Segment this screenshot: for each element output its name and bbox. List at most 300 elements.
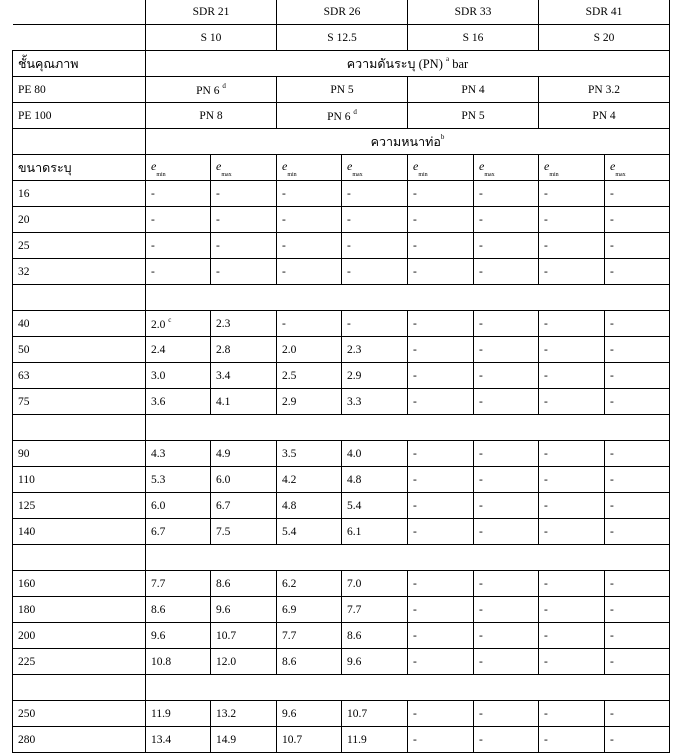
size-cell: 225 (13, 649, 146, 675)
value-cell (539, 649, 605, 675)
value-text: - (413, 213, 417, 226)
value-text: - (610, 707, 614, 720)
value-text: - (413, 629, 417, 642)
value-text: - (216, 213, 220, 226)
value-text: 5.3 (151, 473, 166, 486)
value-cell (342, 519, 408, 545)
pressure-header-row (13, 51, 670, 77)
value-text: - (544, 369, 548, 382)
value-text: 9.6 (151, 629, 166, 642)
e-header (474, 155, 539, 181)
value-cell (342, 363, 408, 389)
value-text: 3.5 (282, 447, 297, 460)
value-cell (474, 259, 539, 285)
value-cell (474, 493, 539, 519)
s-header: S 16 (408, 25, 539, 51)
value-text: - (413, 525, 417, 538)
size-cell: 125 (13, 493, 146, 519)
value-cell (146, 571, 211, 597)
value-note: c (168, 315, 172, 324)
value-text: 8.6 (282, 655, 297, 668)
value-cell (408, 649, 474, 675)
pn-value: PN 8 (199, 109, 223, 122)
value-cell (146, 623, 211, 649)
value-cell (146, 389, 211, 415)
value-cell (211, 597, 277, 623)
pn-value: PN 5 (461, 109, 485, 122)
value-text: - (282, 265, 286, 278)
value-cell (474, 571, 539, 597)
value-text: 14.9 (216, 733, 237, 746)
value-cell (211, 571, 277, 597)
value-text: - (479, 187, 483, 200)
s-header: S 10 (146, 25, 277, 51)
value-cell (474, 233, 539, 259)
sdr-header-row (13, 0, 670, 25)
value-cell (211, 519, 277, 545)
value-cell (408, 337, 474, 363)
spacer-row (13, 285, 670, 311)
value-text: 8.6 (347, 629, 362, 642)
value-text: - (544, 239, 548, 252)
value-text: 7.5 (216, 525, 231, 538)
value-text: - (479, 603, 483, 616)
value-cell (277, 389, 342, 415)
value-text: - (479, 655, 483, 668)
value-text: 10.7 (216, 629, 237, 642)
value-cell (342, 623, 408, 649)
value-cell (474, 181, 539, 207)
pn-value: PN 3.2 (588, 83, 620, 96)
value-text: - (151, 239, 155, 252)
table-body (13, 0, 670, 753)
value-cell (277, 441, 342, 467)
value-cell (342, 701, 408, 727)
value-text: - (479, 265, 483, 278)
value-cell (474, 519, 539, 545)
size-cell: 25 (13, 233, 146, 259)
value-cell (408, 311, 474, 337)
value-cell (474, 207, 539, 233)
value-cell (605, 311, 670, 337)
size-cell: 140 (13, 519, 146, 545)
value-text: - (479, 239, 483, 252)
table-row (13, 233, 670, 259)
value-text: - (479, 447, 483, 460)
table-row (13, 467, 670, 493)
value-text: 3.6 (151, 395, 166, 408)
e-symbol (610, 159, 626, 178)
value-cell (539, 337, 605, 363)
value-text: 2.9 (347, 369, 362, 382)
e-letter: e (413, 159, 419, 174)
value-cell (146, 259, 211, 285)
blank-cell (13, 129, 146, 155)
value-text: - (610, 603, 614, 616)
e-symbol (282, 159, 297, 178)
value-text: 13.4 (151, 733, 172, 746)
e-header (277, 155, 342, 181)
value-text: - (479, 473, 483, 486)
e-symbol (151, 159, 166, 178)
value-text: 5.4 (282, 525, 297, 538)
value-text: - (282, 213, 286, 226)
value-cell (146, 363, 211, 389)
value-text: 2.3 (347, 343, 362, 356)
table-row (13, 389, 670, 415)
size-cell: 200 (13, 623, 146, 649)
value-cell (211, 623, 277, 649)
value-text: - (610, 343, 614, 356)
table-row (13, 337, 670, 363)
value-cell (474, 389, 539, 415)
value-text: 2.0 (282, 343, 297, 356)
value-cell (342, 181, 408, 207)
value-text: - (544, 213, 548, 226)
value-cell (408, 597, 474, 623)
value-cell (539, 363, 605, 389)
value-text: 11.9 (347, 733, 367, 746)
e-letter: e (216, 159, 222, 174)
value-text: 10.8 (151, 655, 172, 668)
value-cell (211, 233, 277, 259)
e-subscript: max (615, 171, 626, 178)
e-subscript: min (156, 171, 166, 178)
value-text: 6.9 (282, 603, 297, 616)
value-text: - (610, 447, 614, 460)
value-text: - (544, 187, 548, 200)
value-cell (211, 649, 277, 675)
value-text: - (544, 525, 548, 538)
spacer-cell (13, 675, 146, 701)
value-text: - (479, 525, 483, 538)
size-cell: 75 (13, 389, 146, 415)
value-cell (539, 259, 605, 285)
sdr-header: SDR 21 (146, 0, 277, 25)
value-text: - (347, 239, 351, 252)
value-cell (211, 467, 277, 493)
size-cell: 160 (13, 571, 146, 597)
grade-name: PE 80 (13, 77, 146, 103)
size-cell: 110 (13, 467, 146, 493)
value-cell (277, 181, 342, 207)
size-cell: 280 (13, 727, 146, 753)
value-text: 9.6 (347, 655, 362, 668)
value-text: 7.7 (347, 603, 362, 616)
value-cell (342, 233, 408, 259)
value-text: - (479, 213, 483, 226)
value-text: - (479, 707, 483, 720)
value-cell (539, 701, 605, 727)
value-text: - (610, 187, 614, 200)
value-cell (277, 597, 342, 623)
value-text: - (544, 343, 548, 356)
pn-value: PN 4 (592, 109, 616, 122)
value-text: 6.7 (151, 525, 166, 538)
value-cell (539, 597, 605, 623)
size-cell: 32 (13, 259, 146, 285)
value-text: - (610, 239, 614, 252)
grade-label: ชั้นคุณภาพ (13, 51, 146, 77)
value-cell (539, 311, 605, 337)
grade-row (13, 77, 670, 103)
value-text: - (479, 317, 483, 330)
value-cell (211, 207, 277, 233)
value-text: - (479, 629, 483, 642)
value-text: 2.4 (151, 343, 166, 356)
value-text: - (347, 317, 351, 330)
pn-cell (539, 77, 670, 103)
value-cell (211, 493, 277, 519)
value-cell (146, 337, 211, 363)
value-cell (342, 389, 408, 415)
spacer-row (13, 675, 670, 701)
value-cell (605, 259, 670, 285)
pn-cell (277, 77, 408, 103)
value-cell (539, 441, 605, 467)
value-text: 4.2 (282, 473, 297, 486)
value-cell (605, 337, 670, 363)
spacer-row (13, 545, 670, 571)
value-cell (146, 311, 211, 337)
table-row (13, 363, 670, 389)
value-text: - (413, 473, 417, 486)
pn-cell (277, 103, 408, 129)
value-text: - (413, 369, 417, 382)
value-cell (211, 363, 277, 389)
value-text: - (413, 395, 417, 408)
sdr-header: SDR 33 (408, 0, 539, 25)
pressure-unit: bar (452, 56, 469, 71)
value-text: 6.0 (151, 499, 166, 512)
value-text: - (479, 577, 483, 590)
value-text: - (347, 213, 351, 226)
value-cell (408, 259, 474, 285)
sdr-header: SDR 41 (539, 0, 670, 25)
table-row (13, 493, 670, 519)
value-text: - (544, 395, 548, 408)
value-cell (605, 519, 670, 545)
value-text: - (544, 655, 548, 668)
e-letter: e (347, 159, 353, 174)
table-row (13, 207, 670, 233)
size-cell: 50 (13, 337, 146, 363)
value-cell (474, 649, 539, 675)
value-text: 8.6 (216, 577, 231, 590)
table-row (13, 597, 670, 623)
value-text: 12.0 (216, 655, 237, 668)
value-text: 13.2 (216, 707, 237, 720)
value-cell (211, 701, 277, 727)
e-header (342, 155, 408, 181)
table-row (13, 441, 670, 467)
value-text: 7.7 (282, 629, 297, 642)
value-cell (474, 467, 539, 493)
value-cell (146, 441, 211, 467)
value-text: 8.6 (151, 603, 166, 616)
e-subscript: min (418, 171, 428, 178)
value-cell (277, 519, 342, 545)
value-cell (605, 571, 670, 597)
value-text: - (282, 317, 286, 330)
value-text: - (479, 395, 483, 408)
value-cell (408, 467, 474, 493)
value-cell (408, 363, 474, 389)
value-cell (539, 623, 605, 649)
spacer-span (146, 545, 670, 571)
value-text: - (544, 265, 548, 278)
value-text: 10.7 (282, 733, 303, 746)
value-text: 11.9 (151, 707, 171, 720)
thickness-label: ความหนาท่อ (370, 134, 441, 149)
pn-note: d (353, 107, 357, 116)
value-cell (408, 623, 474, 649)
value-cell (408, 701, 474, 727)
e-letter: e (610, 159, 616, 174)
value-text: - (610, 525, 614, 538)
value-text: 9.6 (216, 603, 231, 616)
value-cell (146, 181, 211, 207)
value-cell (605, 493, 670, 519)
value-cell (211, 181, 277, 207)
value-cell (342, 311, 408, 337)
spacer-span (146, 285, 670, 311)
e-letter: e (479, 159, 485, 174)
value-text: - (282, 187, 286, 200)
value-cell (539, 233, 605, 259)
size-cell: 16 (13, 181, 146, 207)
value-text: - (544, 603, 548, 616)
value-cell (474, 597, 539, 623)
value-cell (211, 441, 277, 467)
value-cell (474, 441, 539, 467)
thickness-header (146, 129, 670, 155)
pn-value: PN 6 (327, 110, 351, 123)
value-cell (146, 701, 211, 727)
pn-cell (408, 77, 539, 103)
size-label: ขนาดระบุ (13, 155, 146, 181)
pressure-header (146, 51, 670, 77)
e-header (211, 155, 277, 181)
spacer-cell (13, 285, 146, 311)
value-text: - (610, 499, 614, 512)
value-cell (605, 597, 670, 623)
value-text: - (413, 239, 417, 252)
corner-cell (13, 0, 146, 25)
value-text: 2.5 (282, 369, 297, 382)
s-header-row (13, 25, 670, 51)
e-symbol (216, 159, 232, 178)
value-cell (605, 441, 670, 467)
value-cell (408, 233, 474, 259)
value-text: 6.1 (347, 525, 362, 538)
spacer-cell (13, 415, 146, 441)
value-text: 2.3 (216, 317, 231, 330)
value-cell (342, 571, 408, 597)
sdr-header: SDR 26 (277, 0, 408, 25)
s-header: S 20 (539, 25, 670, 51)
table-row (13, 623, 670, 649)
value-text: - (610, 655, 614, 668)
value-cell (408, 441, 474, 467)
value-text: - (610, 395, 614, 408)
value-cell (277, 649, 342, 675)
value-cell (605, 207, 670, 233)
spacer-cell (13, 545, 146, 571)
value-text: 3.0 (151, 369, 166, 382)
value-cell (539, 493, 605, 519)
value-text: - (413, 655, 417, 668)
value-text: 6.7 (216, 499, 231, 512)
value-cell (408, 207, 474, 233)
column-header-row (13, 155, 670, 181)
value-text: - (282, 239, 286, 252)
value-text: - (544, 733, 548, 746)
value-cell (277, 207, 342, 233)
grade-row (13, 103, 670, 129)
pn-cell (408, 103, 539, 129)
value-cell (539, 181, 605, 207)
value-cell (605, 363, 670, 389)
e-subscript: min (549, 171, 559, 178)
value-text: 2.9 (282, 395, 297, 408)
value-cell (474, 363, 539, 389)
pn-value: PN 6 (196, 84, 220, 97)
value-text: - (151, 187, 155, 200)
e-symbol (413, 159, 428, 178)
value-cell (342, 649, 408, 675)
value-text: - (151, 213, 155, 226)
table-row (13, 181, 670, 207)
value-text: 4.0 (347, 447, 362, 460)
value-cell (474, 701, 539, 727)
value-cell (605, 181, 670, 207)
value-cell (146, 649, 211, 675)
value-text: - (413, 707, 417, 720)
value-cell (605, 389, 670, 415)
value-text: 4.8 (347, 473, 362, 486)
value-cell (539, 519, 605, 545)
value-cell (146, 519, 211, 545)
value-cell (277, 623, 342, 649)
value-text: - (413, 187, 417, 200)
value-cell (342, 259, 408, 285)
value-text: 5.4 (347, 499, 362, 512)
value-cell (342, 467, 408, 493)
value-cell (342, 493, 408, 519)
e-symbol (347, 159, 363, 178)
pn-cell (146, 77, 277, 103)
value-cell (211, 389, 277, 415)
value-cell (277, 337, 342, 363)
value-text: - (610, 369, 614, 382)
value-cell (408, 519, 474, 545)
pipe-thickness-table (12, 0, 670, 753)
corner-cell (13, 25, 146, 51)
value-text: 3.4 (216, 369, 231, 382)
value-cell (342, 597, 408, 623)
value-text: - (347, 187, 351, 200)
size-cell: 63 (13, 363, 146, 389)
value-text: - (610, 265, 614, 278)
value-text: 10.7 (347, 707, 368, 720)
table-row (13, 701, 670, 727)
value-text: 4.1 (216, 395, 231, 408)
value-cell (605, 649, 670, 675)
e-header (605, 155, 670, 181)
value-text: - (413, 447, 417, 460)
value-text: 4.9 (216, 447, 231, 460)
